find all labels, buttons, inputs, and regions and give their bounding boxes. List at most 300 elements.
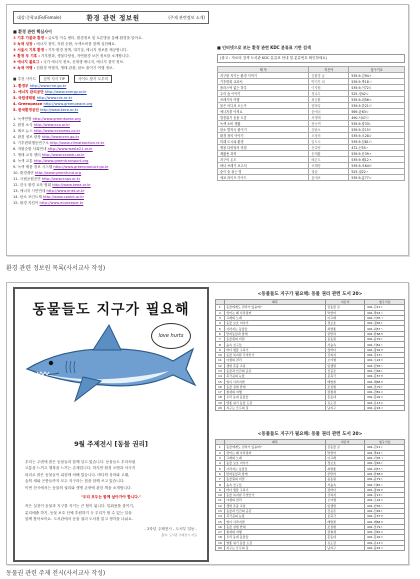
link-name: 14. 탄소 포인트제 bbox=[13, 195, 42, 199]
table-cell: 미래 도시와 환경 bbox=[218, 139, 309, 145]
table-cell: 491-정46ㄷ bbox=[365, 461, 405, 466]
table-cell: 동물 복지란 무엇인가 bbox=[224, 492, 325, 497]
table-cell: 491-강13ㄷ bbox=[365, 352, 405, 357]
table-cell: 기후변화 교과서 bbox=[218, 79, 309, 85]
link-url[interactable]: http://www.waste21.or.kr bbox=[47, 147, 93, 151]
table-cell: 반려동물과 함께 bbox=[224, 471, 325, 476]
tip-box-1: 검색 지식 TIP bbox=[39, 75, 69, 83]
table-row bbox=[218, 175, 405, 181]
animal-book-list-1 bbox=[215, 291, 405, 411]
table-cell: 멸종 위기 동물 도감 bbox=[224, 400, 325, 405]
link-url[interactable]: http://www.greenkorea.org bbox=[32, 117, 81, 121]
table-cell: 한반려 bbox=[325, 331, 365, 336]
table-cell: 18 bbox=[216, 395, 225, 400]
table-cell: 동물 복지란 무엇인가 bbox=[224, 352, 325, 357]
table-cell: 배벌꿀 bbox=[325, 379, 365, 384]
intro-text: 기후변화, 생물다양성, 자연환경 보전 정보를 소개합니다. bbox=[39, 54, 130, 58]
table-cell: 491-남24ㅈ bbox=[365, 405, 405, 410]
table-cell: 한반려 bbox=[325, 471, 365, 476]
table-cell: 13 bbox=[216, 368, 225, 373]
table-cell: 동물에게도 권리가 있을까? bbox=[224, 305, 325, 310]
link-url[interactable]: http://www.greenfund.org bbox=[34, 171, 82, 175]
speech-bubble-text: love hurts bbox=[158, 333, 184, 339]
intro-text: 에너지 절약, 자원 순환, 녹색소비를 함께 실천해요. bbox=[35, 42, 116, 46]
table-cell: 491-박24ㅅ bbox=[365, 310, 405, 315]
link-url[interactable]: http://www.ecoedu.or.kr bbox=[41, 153, 85, 157]
link-name: 6. 자원순환 사회연대 bbox=[13, 147, 47, 151]
table-cell: 539.9-장33ㄴ bbox=[349, 121, 405, 127]
caption-animal-exhibit: 동물권 관련 주제 전시(사서교사 작성) bbox=[6, 570, 106, 577]
table-cell: 바다 생물 구하기 bbox=[224, 347, 325, 352]
table-cell: 강복지 bbox=[325, 352, 365, 357]
table-cell: 491-임35ㅅ bbox=[365, 503, 405, 508]
table-cell: 2 bbox=[216, 450, 225, 455]
table-cell: 홍동네 bbox=[325, 535, 365, 540]
poster-body-line: 이번 전시에서는 동물의 권리와 생명 존중에 관한 책을 소개합니다. bbox=[25, 485, 132, 490]
table-cell: 490-서47ㅁ bbox=[349, 115, 405, 121]
table-cell: 유도감 bbox=[325, 400, 365, 405]
col-author: 지은이 bbox=[309, 67, 349, 73]
table-cell: 신공존 bbox=[325, 508, 365, 513]
link-name: 8. 녹색 교통 bbox=[13, 159, 33, 163]
table-cell: 491-문57ㅂ bbox=[365, 514, 405, 519]
link-name: 4. 환경 정보 광장 bbox=[13, 135, 41, 139]
link-url[interactable]: http://www.greentransport.org bbox=[33, 159, 89, 163]
table-cell: 이자원 bbox=[309, 85, 349, 91]
table-cell: 조해양 bbox=[309, 163, 349, 169]
table-cell: 동물원의 비밀 bbox=[224, 337, 325, 342]
intro-label: ⑤ 에너지 블로그 : bbox=[13, 60, 43, 64]
table-cell: 박상어 bbox=[325, 310, 365, 315]
poster-body-line: 우리는 주변에 많은 동물들과 함께 살고 있습니다. 동물들도 우리처럼 bbox=[25, 460, 136, 464]
site-name: 5. 한국환경공단 bbox=[13, 108, 39, 112]
table-cell: 에코 라이프 가이드 bbox=[218, 175, 309, 181]
table-cell: 525-권22ㅅ bbox=[349, 169, 405, 175]
table-cell: 생물 다양성의 비밀 bbox=[218, 145, 309, 151]
table-cell: 491-한68ㅂ bbox=[365, 471, 405, 476]
table-cell: 7 bbox=[216, 477, 225, 482]
site-name: 2. 에너지 관리공단 bbox=[13, 90, 44, 94]
table-cell: 491-조79ㄷ bbox=[365, 384, 405, 389]
environment-book-table bbox=[217, 66, 405, 181]
table-cell: 491-서81ㅅ bbox=[365, 482, 405, 487]
table-cell: 5 bbox=[216, 326, 225, 331]
table-cell: 491-배68ㅂ bbox=[365, 519, 405, 524]
site-item bbox=[13, 107, 209, 113]
table-cell: 16 bbox=[216, 384, 225, 389]
link-url[interactable]: http://www.eco.or.kr bbox=[33, 123, 70, 127]
caption-environment-list: 환경 관련 정보원 목록(사서교사 작성) bbox=[6, 265, 106, 272]
poster-body-line: 고통을 느끼고 행복을 느끼는 존재입니다. 하지만 환경 오염과 서식지 bbox=[25, 466, 136, 471]
link-url[interactable]: http://www.knps.or.kr bbox=[41, 177, 81, 181]
sheet1-header bbox=[13, 11, 209, 24]
table-cell: 동물에게도 권리가 있을까? bbox=[224, 445, 325, 450]
table-cell: 539.9-강15ㅌ bbox=[349, 127, 405, 133]
table-cell: 정보호 bbox=[325, 461, 365, 466]
table-cell: 9 bbox=[216, 347, 225, 352]
table-cell: 신공존 bbox=[325, 368, 365, 373]
section1-title: ■ 환경 관련 핵심사이 bbox=[13, 29, 52, 34]
table-cell: 14 bbox=[216, 514, 225, 519]
table-cell: 12 bbox=[216, 363, 225, 368]
table-cell: 539.9-박18ㄱ bbox=[349, 79, 405, 85]
link-url[interactable]: http://www.ecokeeper.kr bbox=[39, 201, 84, 205]
sheet1-right-column bbox=[217, 45, 405, 181]
table-cell: 491-신46ㄷ bbox=[365, 508, 405, 513]
table-cell: 반려동물과 함께 bbox=[224, 331, 325, 336]
table-cell: 491-윤79ㄷ bbox=[365, 337, 405, 342]
table-cell: 491-오24ㅇ bbox=[365, 358, 405, 363]
col-title: 제목 bbox=[224, 300, 325, 305]
table-cell: 이고래 bbox=[325, 455, 365, 460]
table-cell: 홍동네 bbox=[325, 395, 365, 400]
table-cell: 지구의 온도 bbox=[218, 157, 309, 163]
table-cell: 권철새 bbox=[325, 530, 365, 535]
table-cell: 오정의 bbox=[309, 133, 349, 139]
table-cell: 491-김11ㄷ bbox=[365, 445, 405, 450]
table-cell: 고래의 노래 bbox=[224, 315, 325, 320]
link-name: 10. 환경재단 bbox=[13, 171, 34, 175]
table-cell: 최멸종 bbox=[325, 326, 365, 331]
table-cell: 539.9-한21ㅁ bbox=[349, 103, 405, 109]
table-cell: 동물 실험 반대 bbox=[224, 524, 325, 529]
table-cell: 조실험 bbox=[325, 384, 365, 389]
intro-text: 기후·환경 정책, 대기질, 에너지 정보를 제공합니다. bbox=[46, 48, 128, 52]
table-cell: 491-장92ㅂ bbox=[365, 487, 405, 492]
site-link[interactable]: http://www.keco.or.kr bbox=[40, 108, 79, 112]
table-cell: 동물과 인간의 공존 bbox=[224, 368, 325, 373]
link-item bbox=[13, 200, 209, 206]
table-cell: 윤동원 bbox=[325, 337, 365, 342]
table-cell: 홍에코 bbox=[309, 175, 349, 181]
intro-label: ③ 서울시 기후 환경 : bbox=[13, 48, 47, 52]
table-cell: 4 bbox=[216, 321, 225, 326]
table-cell: 강복지 bbox=[325, 492, 365, 497]
table-cell: 19 bbox=[216, 540, 225, 545]
table-cell: 17 bbox=[216, 530, 225, 535]
table-cell: 우리 동네 동물들 bbox=[224, 395, 325, 400]
animal-book-table-1 bbox=[215, 299, 405, 411]
table-cell: 10 bbox=[216, 492, 225, 497]
table-cell: 이고래 bbox=[325, 315, 365, 320]
table-cell: 15 bbox=[216, 519, 225, 524]
table-cell: 윤에너 bbox=[309, 109, 349, 115]
table-cell: 491-김11ㄷ bbox=[365, 305, 405, 310]
table-cell: 서숲속 bbox=[325, 482, 365, 487]
table-cell: 권숲 bbox=[309, 169, 349, 175]
table-cell: 491-유13ㅁ bbox=[365, 400, 405, 405]
table-cell: 2 bbox=[216, 310, 225, 315]
table-cell: 491-이35ㄱ bbox=[365, 455, 405, 460]
table-cell: 임도시 bbox=[309, 139, 349, 145]
table-cell: 박기후 외 bbox=[309, 79, 349, 85]
table-cell: 사라지는 동물들 bbox=[224, 466, 325, 471]
animal-book-list-2 bbox=[215, 431, 405, 551]
intro-text: 글로벌 이슈 센터, 환경정보 및 토론방을 통해 환경을 알아요. bbox=[46, 36, 143, 40]
poster-body-line: 작은 실천이 동물과 지구를 지키는 큰 힘이 됩니다. 일회용품 줄이기, bbox=[25, 504, 135, 509]
table-cell: 10 bbox=[216, 352, 225, 357]
col-call-number: 청구기호 bbox=[365, 300, 405, 305]
link-name: 13. 에너지 시민연대 bbox=[13, 189, 46, 193]
link-name: 7. 생태 교육 센터 bbox=[13, 153, 41, 157]
table-cell: 491-신46ㄷ bbox=[365, 368, 405, 373]
site-link[interactable]: http://www.nie.re.kr bbox=[36, 96, 73, 100]
link-url[interactable]: http://www.climateaction.re.kr bbox=[49, 141, 105, 145]
table-cell: 491-서81ㅅ bbox=[365, 342, 405, 347]
table-cell: 물은 어디서 오는가 bbox=[218, 103, 309, 109]
site-links-list bbox=[13, 116, 209, 206]
table-cell: 정보호 bbox=[325, 321, 365, 326]
table-cell: 장바다 bbox=[325, 487, 365, 492]
intro-label: ② 녹색 성장 : bbox=[13, 42, 36, 46]
table-cell: 4 bbox=[216, 461, 225, 466]
link-url[interactable]: http://www.econews.co.kr bbox=[33, 129, 81, 133]
table-cell: 17 bbox=[216, 390, 225, 395]
col-call-number: 청구기호 bbox=[349, 67, 405, 73]
table-cell: 환경 정의 이야기 bbox=[218, 133, 309, 139]
shark-illustration bbox=[23, 319, 201, 411]
table-cell: 생명 존중 교실 bbox=[224, 363, 325, 368]
table-cell: 491-박24ㅅ bbox=[365, 450, 405, 455]
poster-signature: - 2학년 주제전시 - 도서부 일동 - bbox=[144, 526, 197, 531]
link-url[interactable]: http://www.env.go.kr bbox=[41, 135, 80, 139]
table-cell: 남지구 bbox=[325, 405, 365, 410]
poster-body-line: 분리배출 하기, 동물 보호 단체 후원하기 등 우리가 할 수 있는 일을 bbox=[25, 510, 132, 515]
table-cell: 임생명 bbox=[325, 363, 365, 368]
table-cell: 18 bbox=[216, 535, 225, 540]
table-row bbox=[216, 545, 405, 550]
link-name: 1. 녹색연합 bbox=[13, 117, 32, 121]
site-name: 1. 환경부 bbox=[13, 84, 29, 88]
poster-body-line: 파괴로 많은 동물들이 위험에 처해 있습니다. 바다의 상어와 고래, bbox=[25, 472, 130, 477]
recommended-sites-list bbox=[13, 83, 209, 113]
intro-label: ④ 환경 부 기후 : bbox=[13, 54, 40, 58]
table-cell: 15 bbox=[216, 379, 225, 384]
kdc-search-subtitle: (참고 : 자료의 검색 도서관 KDC 분류표 안내 및 분류번호 확인하세요) bbox=[217, 54, 405, 63]
table-cell: 오야생 bbox=[325, 358, 365, 363]
table-cell: 1 bbox=[216, 445, 225, 450]
link-url[interactable]: http://www.keea.or.kr bbox=[52, 183, 91, 187]
table-cell: 491-남24ㅈ bbox=[365, 545, 405, 550]
table-cell: 1 bbox=[216, 305, 225, 310]
table-cell: 에너지를 아껴요 bbox=[218, 109, 309, 115]
table-cell: 491-윤79ㄷ bbox=[365, 477, 405, 482]
table-cell: 최멸종 bbox=[325, 466, 365, 471]
table-cell: 최순환 bbox=[309, 97, 349, 103]
table-cell: 8 bbox=[216, 342, 225, 347]
table-cell: 7 bbox=[216, 337, 225, 342]
table-cell: 바다 생물 구하기 bbox=[224, 487, 325, 492]
table-cell: 장바다 bbox=[325, 347, 365, 352]
site-name: 4. Greenpeace bbox=[13, 102, 43, 106]
link-name: 12. 한국 환경 교육 협회 bbox=[13, 183, 52, 187]
table-cell: 491-최57ㅅ bbox=[365, 326, 405, 331]
table-cell: 권철새 bbox=[325, 390, 365, 395]
table-cell: 6 bbox=[216, 471, 225, 476]
table-cell: 19 bbox=[216, 400, 225, 405]
table-cell: 491-홍92ㅇ bbox=[365, 395, 405, 400]
table-cell: 한바다 bbox=[309, 103, 349, 109]
link-name: 9. 녹색 제품 정보 시스템 bbox=[13, 165, 53, 169]
table-cell: 강탄소 bbox=[309, 127, 349, 133]
environment-info-sheet bbox=[6, 4, 409, 256]
table-cell: 임생명 bbox=[325, 503, 365, 508]
table-cell: 녹색 소비 생활 bbox=[218, 121, 309, 127]
animal-rights-exhibit-sheet bbox=[6, 282, 409, 565]
table-cell: 동물 실험 반대 bbox=[224, 384, 325, 389]
table-cell: 12 bbox=[216, 503, 225, 508]
link-name: 15. 환경 지킴이 bbox=[13, 201, 39, 205]
table-cell: 우리 동네 동물들 bbox=[224, 535, 325, 540]
table-cell: 우리 숲 이야기 bbox=[218, 91, 309, 97]
poster-title: 동물들도 지구가 필요해 bbox=[32, 302, 190, 318]
table-cell: 상어는 왜 사라질까 bbox=[224, 450, 325, 455]
table-cell: 491-배68ㅂ bbox=[365, 379, 405, 384]
table-cell: 지구는 모두의 집 bbox=[224, 545, 325, 550]
table-cell: 고래의 노래 bbox=[224, 455, 325, 460]
table-row bbox=[216, 405, 405, 410]
table-cell: 491-강13ㄷ bbox=[365, 492, 405, 497]
table-cell: 북극곰의 눈물 bbox=[224, 514, 325, 519]
table-cell: 조실험 bbox=[325, 524, 365, 529]
exhibit-week-title: 9월 주제전시 [동물 권리] bbox=[74, 440, 148, 448]
intro-text: 국가 에너지 정보, 신재생 에너지, 에너지 절약 정보. bbox=[42, 60, 125, 64]
sheet1-title: 환경 관련 정보원 bbox=[86, 14, 140, 22]
table-cell: 11 bbox=[216, 358, 225, 363]
table-cell: 신다양 bbox=[309, 145, 349, 151]
col-title: 제목 bbox=[224, 440, 325, 445]
table-cell: 472-신55ㅅ bbox=[349, 145, 405, 151]
table-cell: 지구는 모두의 집 bbox=[224, 405, 325, 410]
poster-body-line: 함께 찾아보아요. 도서관에서 동물 권리 도서를 읽고 생각을 나눠요. bbox=[25, 517, 133, 522]
table-cell: 숲속 친구들 bbox=[224, 342, 325, 347]
speech-bubble bbox=[151, 323, 191, 349]
table-cell: 491-최57ㅅ bbox=[365, 466, 405, 471]
table-cell: 문북극 bbox=[325, 374, 365, 379]
table-cell: 벌이 사라지면 bbox=[224, 519, 325, 524]
poster-source: 출처: 도서관 주제전시 자료 bbox=[161, 533, 197, 538]
link-name: 2. 환경 소식 bbox=[13, 123, 33, 127]
table-cell: 539.9-이72ㅍ bbox=[349, 85, 405, 91]
table-cell: 김환경 글 bbox=[309, 73, 349, 79]
col-author: 지은이 bbox=[325, 440, 365, 445]
col-title: 제 목 bbox=[218, 67, 309, 73]
table-cell: 539.9-문39ㅈ bbox=[349, 151, 405, 157]
sheet1-header-left: 대상:중학교(Fe/Female) bbox=[17, 14, 62, 20]
exhibit-poster bbox=[13, 287, 209, 562]
table-cell: 바다 쓰레기 보고서 bbox=[218, 163, 309, 169]
table-cell: 491-장92ㅂ bbox=[365, 347, 405, 352]
table-cell: 박상어 bbox=[325, 450, 365, 455]
table-cell: 오야생 bbox=[325, 498, 365, 503]
table-cell: 철새의 여행 bbox=[224, 530, 325, 535]
intro-text: 친환경 여행지, 생태 관광, 탄소 줄이기 여행 정보. bbox=[35, 66, 114, 70]
link-url[interactable]: http://www.enet.or.kr bbox=[46, 189, 85, 193]
table-cell: 491-조79ㄷ bbox=[365, 524, 405, 529]
link-url[interactable]: http://www.cpoint.or.kr bbox=[43, 195, 84, 199]
table-cell: 사라지는 동물들 bbox=[224, 326, 325, 331]
table-cell: 11 bbox=[216, 498, 225, 503]
col-call-number: 청구기호 bbox=[365, 440, 405, 445]
link-name: 11. 국립공원공단 bbox=[13, 177, 41, 181]
table-cell: 탄소 발자국 줄이기 bbox=[218, 127, 309, 133]
table-cell: 539.9-홍77ㅇ bbox=[349, 175, 405, 181]
table-cell: 김동물 글 bbox=[325, 445, 365, 450]
table-cell: 장녹색 bbox=[309, 121, 349, 127]
table-cell: 서숲속 bbox=[325, 342, 365, 347]
link-name: 3. 에코 뉴스 bbox=[13, 129, 33, 133]
table-cell: 539.9-오28ㅎ bbox=[349, 133, 405, 139]
poster-quote: "우리 모두는 함께 살아가야 합니다." bbox=[80, 495, 142, 500]
link-name: 5. 기후변화행동연구소 bbox=[13, 141, 49, 145]
table-cell: 16 bbox=[216, 524, 225, 529]
table-cell: 491-이35ㄱ bbox=[365, 315, 405, 320]
table-cell: 배벌꿀 bbox=[325, 519, 365, 524]
site-name: 3. 국립생태원 bbox=[13, 96, 36, 100]
table-cell: 539.9-조64ㅂ bbox=[349, 163, 405, 169]
kdc-search-title: ■ 인터넷으로 보는 환경 관련 KDC 분류표 기반 검색 bbox=[217, 45, 311, 50]
table-cell: 3 bbox=[216, 455, 225, 460]
table-cell: 9 bbox=[216, 487, 225, 492]
table-cell: 14 bbox=[216, 374, 225, 379]
table-cell: 491-권81ㅊ bbox=[365, 390, 405, 395]
table-cell: 유도감 bbox=[325, 540, 365, 545]
book-list-title-2: <동물들도 지구가 필요해: 동물 권리 관련 도서 20> bbox=[257, 432, 363, 437]
table-cell: 3 bbox=[216, 315, 225, 320]
book-list-title-1: <동물들도 지구가 필요해: 동물 권리 관련 도서 20> bbox=[257, 292, 363, 297]
site-link[interactable]: http://www.me.go.kr bbox=[29, 84, 67, 88]
intro-label: ⑥ 녹색 여행 : bbox=[13, 66, 36, 70]
table-cell: 숲속 친구들 bbox=[224, 482, 325, 487]
table-cell: 569-윤63ㅇ bbox=[349, 109, 405, 115]
table-cell: 20 bbox=[216, 405, 225, 410]
animal-book-table-2 bbox=[215, 439, 405, 551]
table-cell: 야생의 권리 bbox=[224, 498, 325, 503]
table-cell: 재활용 과학 bbox=[218, 151, 309, 157]
table-cell: 동물 보호 이야기 bbox=[224, 461, 325, 466]
table-cell: 491-유13ㅁ bbox=[365, 540, 405, 545]
intro-label: ① 기후 가뭄과 환경 : bbox=[13, 36, 47, 40]
table-cell: 숲이 숨 쉬는 법 bbox=[218, 169, 309, 175]
table-cell: 철새의 여행 bbox=[224, 390, 325, 395]
table-cell: 525-정42ㅇ bbox=[349, 91, 405, 97]
tip-prefix: ■ 추천 사이트 bbox=[13, 77, 37, 81]
intro-list bbox=[13, 35, 209, 71]
table-cell: 윤동원 bbox=[325, 477, 365, 482]
poster-body-line: 숲의 새와 곤충들까지 모두 지구라는 집을 함께 쓰고 있습니다. bbox=[25, 479, 125, 484]
table-cell: 491-권81ㅊ bbox=[365, 530, 405, 535]
table-cell: 생명 존중 교실 bbox=[224, 503, 325, 508]
table-cell: 멸종위기 동물 도감 bbox=[218, 115, 309, 121]
sheet1-header-right: (주제 관련정보 소개) bbox=[168, 14, 205, 20]
table-cell: 지구를 지키는 환경 이야기 bbox=[218, 73, 309, 79]
table-cell: 539.9-김94ㅈ bbox=[349, 73, 405, 79]
table-cell: 6 bbox=[216, 331, 225, 336]
intro-line bbox=[13, 65, 209, 71]
table-cell: 남지구 bbox=[325, 545, 365, 550]
tip-box-2: 사이트 찾기 도우미 bbox=[74, 75, 112, 83]
table-cell: 야생의 권리 bbox=[224, 358, 325, 363]
table-cell: 491-홍92ㅇ bbox=[365, 535, 405, 540]
table-cell: 13 bbox=[216, 508, 225, 513]
link-url[interactable]: http://www.greenproduct.go.kr bbox=[53, 165, 109, 169]
table-cell: 문재활 bbox=[309, 151, 349, 157]
site-link[interactable]: http://www.energy.or.kr bbox=[44, 90, 87, 94]
table-cell: 539.9-배12ㅈ bbox=[349, 157, 405, 163]
table-cell: 멸종 위기 동물 도감 bbox=[224, 540, 325, 545]
site-link[interactable]: http://www.greenpeace.org bbox=[43, 102, 93, 106]
table-cell: 5 bbox=[216, 466, 225, 471]
